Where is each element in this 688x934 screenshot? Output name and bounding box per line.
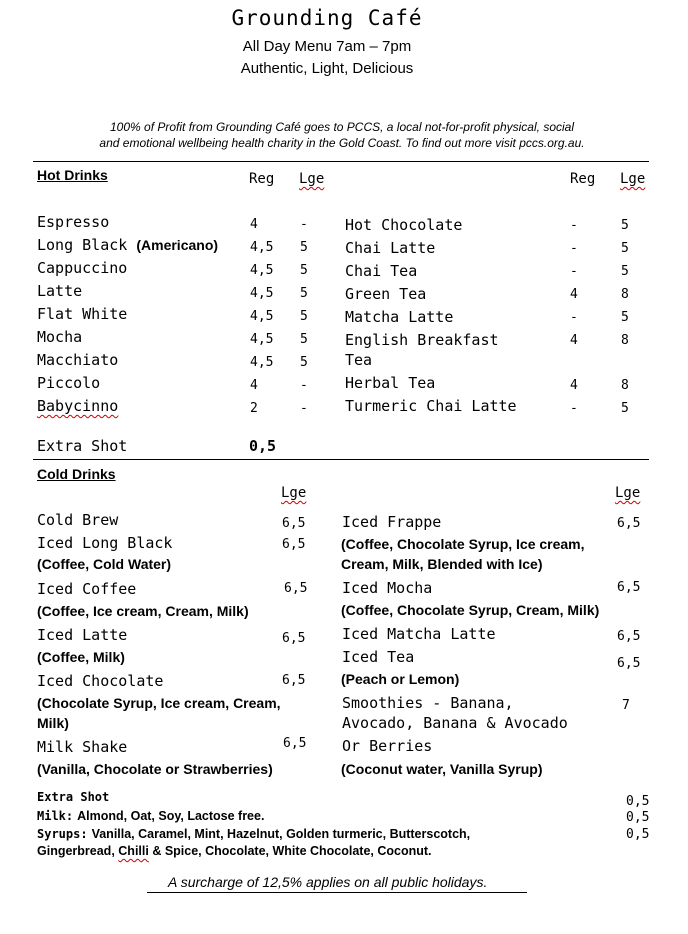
price-reg: 4,5: [250, 309, 274, 324]
menu-item-hot-chocolate: Hot Chocolate: [345, 216, 463, 234]
section-title-hot-drinks: Hot Drinks: [37, 167, 108, 183]
extra-shot-label: Extra Shot: [37, 790, 110, 804]
charity-note-line1: 100% of Profit from Grounding Café goes to PCCS, a local not-for-profit physical, social: [110, 120, 574, 134]
price-lge: 5: [300, 309, 308, 324]
syrup-gingerbread: Gingerbread,: [37, 844, 115, 858]
col-header-lge: Lge: [299, 171, 325, 187]
menu-item-english-breakfast-line2: Tea: [345, 351, 373, 369]
price-lge: 6,5: [283, 736, 307, 751]
price-lge: 8: [621, 378, 629, 393]
price-lge: 6,5: [282, 516, 306, 531]
price-reg: 4,5: [250, 355, 274, 370]
price-reg: 4: [250, 378, 258, 393]
menu-hours: All Day Menu 7am – 7pm: [242, 38, 412, 55]
menu-item-long-black: [37, 236, 218, 254]
price-reg: 4,5: [250, 286, 274, 301]
price-reg: 2: [250, 401, 258, 416]
price-lge: 5: [621, 264, 629, 279]
syrup-chilli: Chilli: [118, 844, 149, 858]
section-title-cold-drinks: Cold Drinks: [37, 466, 116, 482]
col-header-reg: Reg: [249, 171, 275, 187]
syrup-rest: & Spice, Chocolate, White Chocolate, Coconut.: [152, 844, 432, 858]
milk-label: Milk:: [37, 809, 74, 823]
price-lge: 6,5: [617, 629, 641, 644]
menu-item-flat-white: Flat White: [37, 305, 128, 323]
menu-item-green-tea: Green Tea: [345, 285, 427, 303]
menu-item-piccolo: Piccolo: [37, 374, 101, 392]
price-lge: 6,5: [282, 673, 306, 688]
price-reg: -: [570, 241, 578, 256]
menu-item-iced-tea: Iced Tea: [342, 648, 415, 666]
menu-item-turmeric-chai-latte: Turmeric Chai Latte: [345, 397, 517, 415]
menu-item-latte: Latte: [37, 282, 83, 300]
price-lge: 5: [621, 218, 629, 233]
price-lge: -: [300, 401, 308, 416]
price-lge: 8: [621, 287, 629, 302]
col-header-lge-right: Lge: [620, 171, 646, 187]
price-reg: -: [570, 310, 578, 325]
price-reg: 4: [570, 287, 578, 302]
menu-item-iced-mocha: Iced Mocha: [342, 579, 433, 597]
divider-top: [33, 161, 649, 162]
item-description: (Coconut water, Vanilla Syrup): [341, 761, 543, 777]
tagline: Authentic, Light, Delicious: [240, 60, 414, 77]
extra-shot-label: Extra Shot: [37, 437, 128, 455]
col-header-lge-right: Lge: [615, 485, 641, 501]
item-description: (Coffee, Milk): [37, 649, 125, 665]
extra-price: 0,5: [626, 794, 650, 809]
menu-item-iced-coffee: Iced Coffee: [37, 580, 137, 598]
surcharge-note: A surcharge of 12,5% applies on all public holidays.: [168, 874, 488, 890]
menu-item-milk-shake: Milk Shake: [37, 738, 128, 756]
menu-item-iced-latte: Iced Latte: [37, 626, 128, 644]
item-description: (Coffee, Cold Water): [37, 556, 172, 572]
price-lge: 6,5: [617, 516, 641, 531]
price-lge: 6,5: [284, 581, 308, 596]
item-name: Long Black: [37, 236, 128, 254]
price-reg: 4: [250, 217, 258, 232]
menu-item-iced-frappe: Iced Frappe: [342, 513, 442, 531]
menu-item-matcha-latte: Matcha Latte: [345, 308, 454, 326]
menu-item-herbal-tea: Herbal Tea: [345, 374, 436, 392]
menu-item-english-breakfast: English Breakfast: [345, 331, 499, 349]
col-header-lge: Lge: [281, 485, 307, 501]
item-description-line1: (Chocolate Syrup, Ice cream, Cream,: [37, 695, 281, 711]
price-lge: 5: [621, 310, 629, 325]
price-reg: -: [570, 264, 578, 279]
menu-item-iced-matcha-latte: Iced Matcha Latte: [342, 625, 496, 643]
menu-item-mocha: Mocha: [37, 328, 83, 346]
price-lge: 8: [621, 333, 629, 348]
item-description: (Coffee, Chocolate Syrup, Cream, Milk): [341, 602, 600, 618]
item-description-line1: (Coffee, Chocolate Syrup, Ice cream,: [341, 536, 585, 552]
charity-note-line2: and emotional wellbeing health charity in the Gold Coast. To find out more visit pccs.org.au.: [99, 136, 585, 150]
item-description: (Vanilla, Chocolate or Strawberries): [37, 761, 273, 777]
extra-shot-price: 0,5: [249, 437, 277, 455]
item-description: (Peach or Lemon): [341, 671, 460, 687]
price-lge: -: [300, 217, 308, 232]
menu-item-cold-brew: Cold Brew: [37, 511, 119, 529]
menu-item-iced-chocolate: Iced Chocolate: [37, 672, 164, 690]
price-reg: 4,5: [250, 332, 274, 347]
syrups-text: Vanilla, Caramel, Mint, Hazelnut, Golden turmeric, Butterscotch,: [91, 827, 471, 841]
menu-item-espresso: Espresso: [37, 213, 110, 231]
menu-item-iced-long-black: Iced Long Black: [37, 534, 173, 552]
price-reg: 4: [570, 378, 578, 393]
syrups-label: Syrups:: [37, 827, 88, 841]
menu-item-smoothies: Smoothies - Banana,: [342, 694, 514, 712]
menu-item-macchiato: Macchiato: [37, 351, 119, 369]
item-description-line2: Milk): [37, 715, 69, 731]
extra-price: 0,5: [626, 827, 650, 842]
menu-item-cappuccino: Cappuccino: [37, 259, 128, 277]
price-lge: -: [300, 378, 308, 393]
price-lge: 5: [621, 401, 629, 416]
menu-item-babycinno: Babycinno: [37, 397, 119, 415]
menu-item-smoothies-line2: Avocado, Banana & Avocado: [342, 714, 568, 732]
price-lge: 6,5: [617, 580, 641, 595]
price-reg: 4,5: [250, 263, 274, 278]
item-name-extra: (Americano): [136, 237, 219, 253]
menu-item-chai-tea: Chai Tea: [345, 262, 418, 280]
price-lge: 6,5: [282, 631, 306, 646]
price-lge: 5: [300, 240, 308, 255]
price-reg: -: [570, 401, 578, 416]
menu-item-chai-latte: Chai Latte: [345, 239, 436, 257]
syrup-options: [37, 825, 470, 843]
price-reg: 4: [570, 333, 578, 348]
price-reg: -: [570, 218, 578, 233]
price-lge: 6,5: [282, 537, 306, 552]
price-lge: 5: [300, 332, 308, 347]
price-lge: 5: [300, 263, 308, 278]
menu-item-smoothies-line3: Or Berries: [342, 737, 433, 755]
col-header-reg-right: Reg: [570, 171, 596, 187]
price-lge: 7: [622, 698, 630, 713]
divider-footer: [147, 892, 527, 893]
item-description-line2: Cream, Milk, Blended with Ice): [341, 556, 543, 572]
price-reg: 4,5: [250, 240, 274, 255]
syrup-options-line2: [37, 844, 432, 858]
item-description: (Coffee, Ice cream, Cream, Milk): [37, 603, 249, 619]
milk-text: Almond, Oat, Soy, Lactose free.: [77, 809, 265, 823]
milk-options: [37, 807, 264, 825]
price-lge: 5: [300, 286, 308, 301]
price-lge: 5: [621, 241, 629, 256]
price-lge: 5: [300, 355, 308, 370]
divider-middle: [33, 459, 649, 460]
page-title: Grounding Café: [231, 6, 423, 30]
price-lge: 6,5: [617, 656, 641, 671]
extra-price: 0,5: [626, 810, 650, 825]
